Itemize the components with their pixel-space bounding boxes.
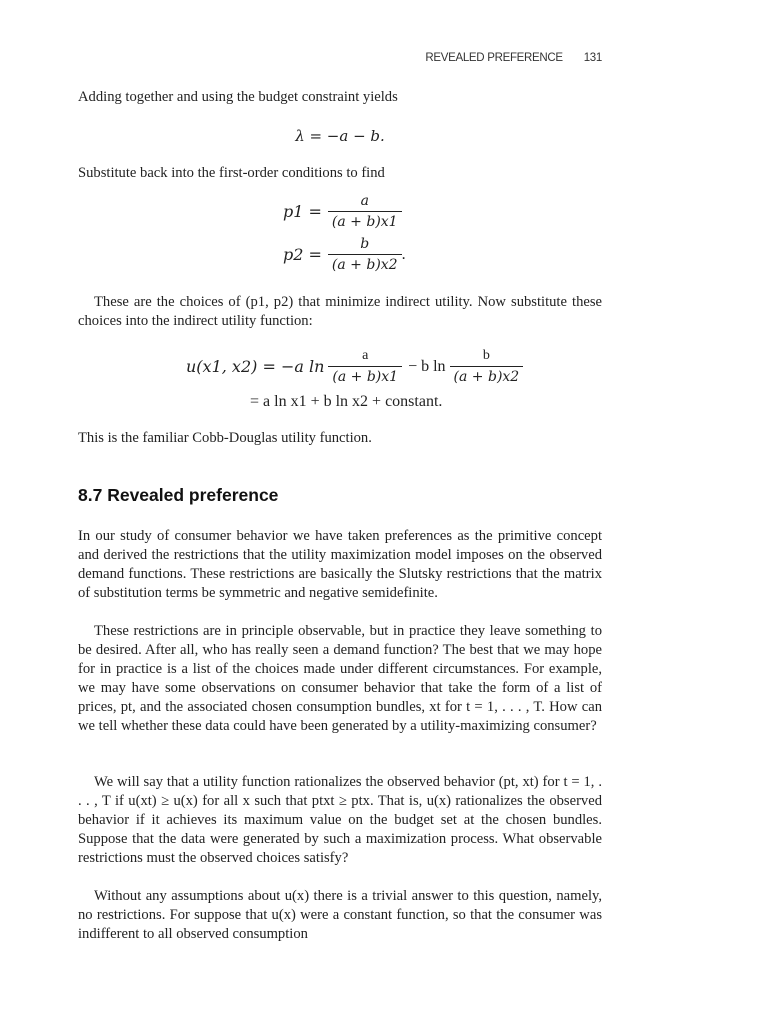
- paragraph: Substitute back into the first-order conditions to find: [78, 165, 385, 181]
- equation-utility: u(x1, x2) = −a ln $\frac{a}{(a + b)x1}$ − b ln $\frac{b}{(a + b)x2}$: [186, 348, 523, 385]
- page-number: 131: [583, 52, 602, 64]
- equation-utility-line2: = a ln x1 + b ln x2 + constant.: [250, 393, 443, 410]
- section-number: 8.7: [78, 485, 103, 505]
- section-title: Revealed preference: [107, 485, 279, 505]
- paragraph: These restrictions are in principle observable, but in practice they leave something to be desired. After all, who has really seen a demand function? The best that we may hope for in practice is a list of the choices made under different circumstances. For example, we may have some observations on consumer behavior that take the form of a list of prices, pt, and the associated chosen consumption bundles, xt for t = 1, . . . , T. How can we tell whether these data could have been generated by a utility-maximizing consumer?: [78, 623, 602, 734]
- fraction: $\frac{a}{(a + b)x1}$: [328, 348, 402, 385]
- equation-p1: p1 = $\frac{a}{(a + b)x1}$: [283, 193, 402, 230]
- fraction: $\frac{b}{(a + b)x2}$: [450, 348, 524, 385]
- fraction: $\frac{a}{(a + b)x1}$: [328, 193, 402, 230]
- paragraph: In our study of consumer behavior we have taken preferences as the primitive concept and derived the restrictions that the utility maximization model imposes on the observed demand functions. These restrictions are basically the Slutsky restrictions that the matrix of substitution terms be symmetric and negative semidefinite.: [78, 528, 602, 601]
- fraction: $\frac{b}{(a + b)x2}$: [328, 236, 402, 273]
- paragraph: Without any assumptions about u(x) there is a trivial answer to this question, namely, no restrictions. For suppose that u(x) were a constant function, so that the consumer was indifferent to all observed consumption: [78, 888, 602, 942]
- running-header: [78, 52, 602, 68]
- page: [78, 0, 602, 1024]
- equation-lambda: λ = −a − b.: [295, 127, 385, 145]
- section-heading: [78, 485, 278, 506]
- running-title: REVEALED PREFERENCE: [425, 52, 563, 64]
- paragraph: This is the familiar Cobb-Douglas utility function.: [78, 430, 372, 446]
- paragraph: Adding together and using the budget constraint yields: [78, 89, 398, 105]
- paragraph: These are the choices of (p1, p2) that minimize indirect utility. Now substitute these choices into the indirect utility function:: [78, 294, 602, 329]
- equation-p2: p2 = $\frac{b}{(a + b)x2}$ .: [283, 236, 406, 273]
- paragraph: We will say that a utility function rationalizes the observed behavior (pt, xt) for t = 1, . . . , T if u(xt) ≥ u(x) for all x such that ptxt ≥ ptx. That is, u(x) rationalizes the observed behavior if it achieves its maximum value on the budget set at the chosen bundles. Suppose that the data were generated by such a maximization process. What observable restrictions must the observed choices satisfy?: [78, 774, 602, 866]
